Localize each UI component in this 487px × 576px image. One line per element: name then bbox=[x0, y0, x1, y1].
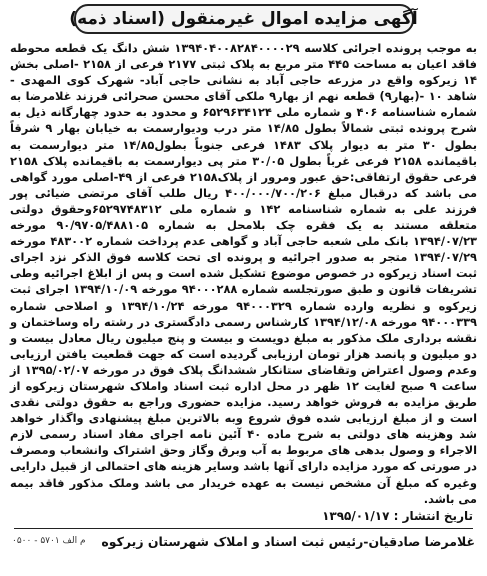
notice-header bbox=[69, 4, 418, 34]
notice-title: آگهی مزایده اموال غیرمنقول (اسناد ذمه) bbox=[69, 9, 418, 29]
signature-line: غلامرضا صادقیان-رئیس ثبت اسناد و املاک شهرستان زیرکوه bbox=[101, 533, 475, 549]
notice-footer bbox=[6, 529, 481, 549]
publication-date: تاریخ انتشار : ۱۳۹۵/۰۱/۱۷ bbox=[322, 508, 473, 523]
notice-body: به موجب پرونده اجرائی کلاسه ۱۳۹۴۰۴۰۰۸۲۸۴۰۰۰۰۲۹ شش دانگ یک قطعه محوطه فاقد اعیان به مساحت ۴۴۵ متر مربع به پلاک ثبتی ۲۱۷۷ فرعی از ۲۱۵۸ -اصلی بخش ۱۴ زیرکوه واقع در مزرعه حاجی آباد به نشانی حاجی آباد- شهرک کوی المهدی - شاهد ۱۰ -(بهار۹) قطعه نهم از بهار۹ ملکی آقای محسن صحرائی فرزند غلامرضا به شماره شناسنامه ۴۰۶ و شماره ملی ۶۵۲۹۶۳۴۱۲۴ و محدود به حدود چهارگانه ذیل به شرح پرونده ثبتی شمالاً بطول ۱۴/۸۵ متر درب ودیوارسمت به خیابان بهار ۹ شرقاً بطول ۳۰ متر به دیوار پلاک ۱۴۸۳ فرعی جنوباً بطول۱۴/۸۵ متر دیوارسمت به باقیمانده ۲۱۵۸ فرعی غرباً بطول ۳۰/۰۵ متر پی دیوارسمت به باقیمانده پلاک ۲۱۵۸ فرعی حقوق ارتفاقی:حق عبور ومرور از پلاک۲۱۵۸ فرعی از ۴۹-اصلی مورد گواهی می باشد که درقبال مبلغ ۴۰۰/۰۰۰/۷۰۰/۲۰۶ ریال طلب آقای مرتضی ضیائی پور فرزند علی به شماره شناسنامه ۱۴۲ و شماره ملی ۶۵۲۹۷۴۸۳۱۲وحقوق دولتی متعلقه مستند به یک فقره چک بلامحل به شماره ۹۰/۹۷۰۵/۴۸۸۱۰۵ مورخه ۱۳۹۴/۰۷/۲۳ بانک ملی شعبه حاجی آباد و گواهی عدم پرداخت شماره ۴۸۳۰۰۲ مورخه ۱۳۹۴/۰۷/۲۹ متجر به صدور اجرائیه و پرونده ای تحت کلاسه فوق الذکر نزد اجرای ثبت اسناد زیرکوه در خصوص موضوع تشکیل شده است و پس از ابلاغ اجرائیه وطی تشریفات قانون و طبق صورتجلسه شماره ۹۴۰۰۰۲۸۸ مورخه ۱۳۹۴/۱۰/۰۹ اجرای ثبت زیرکوه و نظریه وارده شماره ۹۴۰۰۰۳۲۹ مورخه ۱۳۹۴/۱۰/۲۴ و اصلاحی شماره ۹۴۰۰۰۳۳۹ مورخه ۱۳۹۴/۱۲/۰۸ کارشناس رسمی دادگستری در رشته راه وساختمان و نقشه برداری ملک مذکور به مبلغ دویست و بیست و پنج میلیون ریال معادل بیست و دو میلیون و پانصد هزار تومان ارزیابی گردیده است که جهت قطعیت یافتن ارزیابی وعدم وصول اعتراض وتقاضای ستانکار ششدانگ پلاک فوق در مورخه ۱۳۹۵/۰۲/۰۷ از ساعت ۹ صبح لغایت ۱۲ ظهر در محل اداره ثبت اسناد واملاک شهرستان زیرکوه از طریق مزایده به فروش خواهد رسید. مزایده حضوری وراجع به حقوق دولتی نقدی است و از مبلغ ارزیابی شده فوق شروع وبه بالاترین مبلغ پیشنهادی واگذار خواهد شد وهزینه های دولتی به شرح ماده ۴۰ آئین نامه اجرای مفاد اسناد رسمی لازم الاجراء و وصول بدهی های مربوط به آب وبرق وگاز وحق اشتراک وانشعاب ومصرف در صورتی که مورد مزایده دارای آنها باشد وسایر هزینه های احتمالی از قبیل دارایی وغیره که مبلغ آن مشخص نیست به عهده خریدار می باشد وملک مذکور فاقد بیمه می باشد. bbox=[10, 41, 478, 506]
reference-code: م الف ۵۷۰۱ - ۰۵۰۰ bbox=[12, 536, 86, 547]
